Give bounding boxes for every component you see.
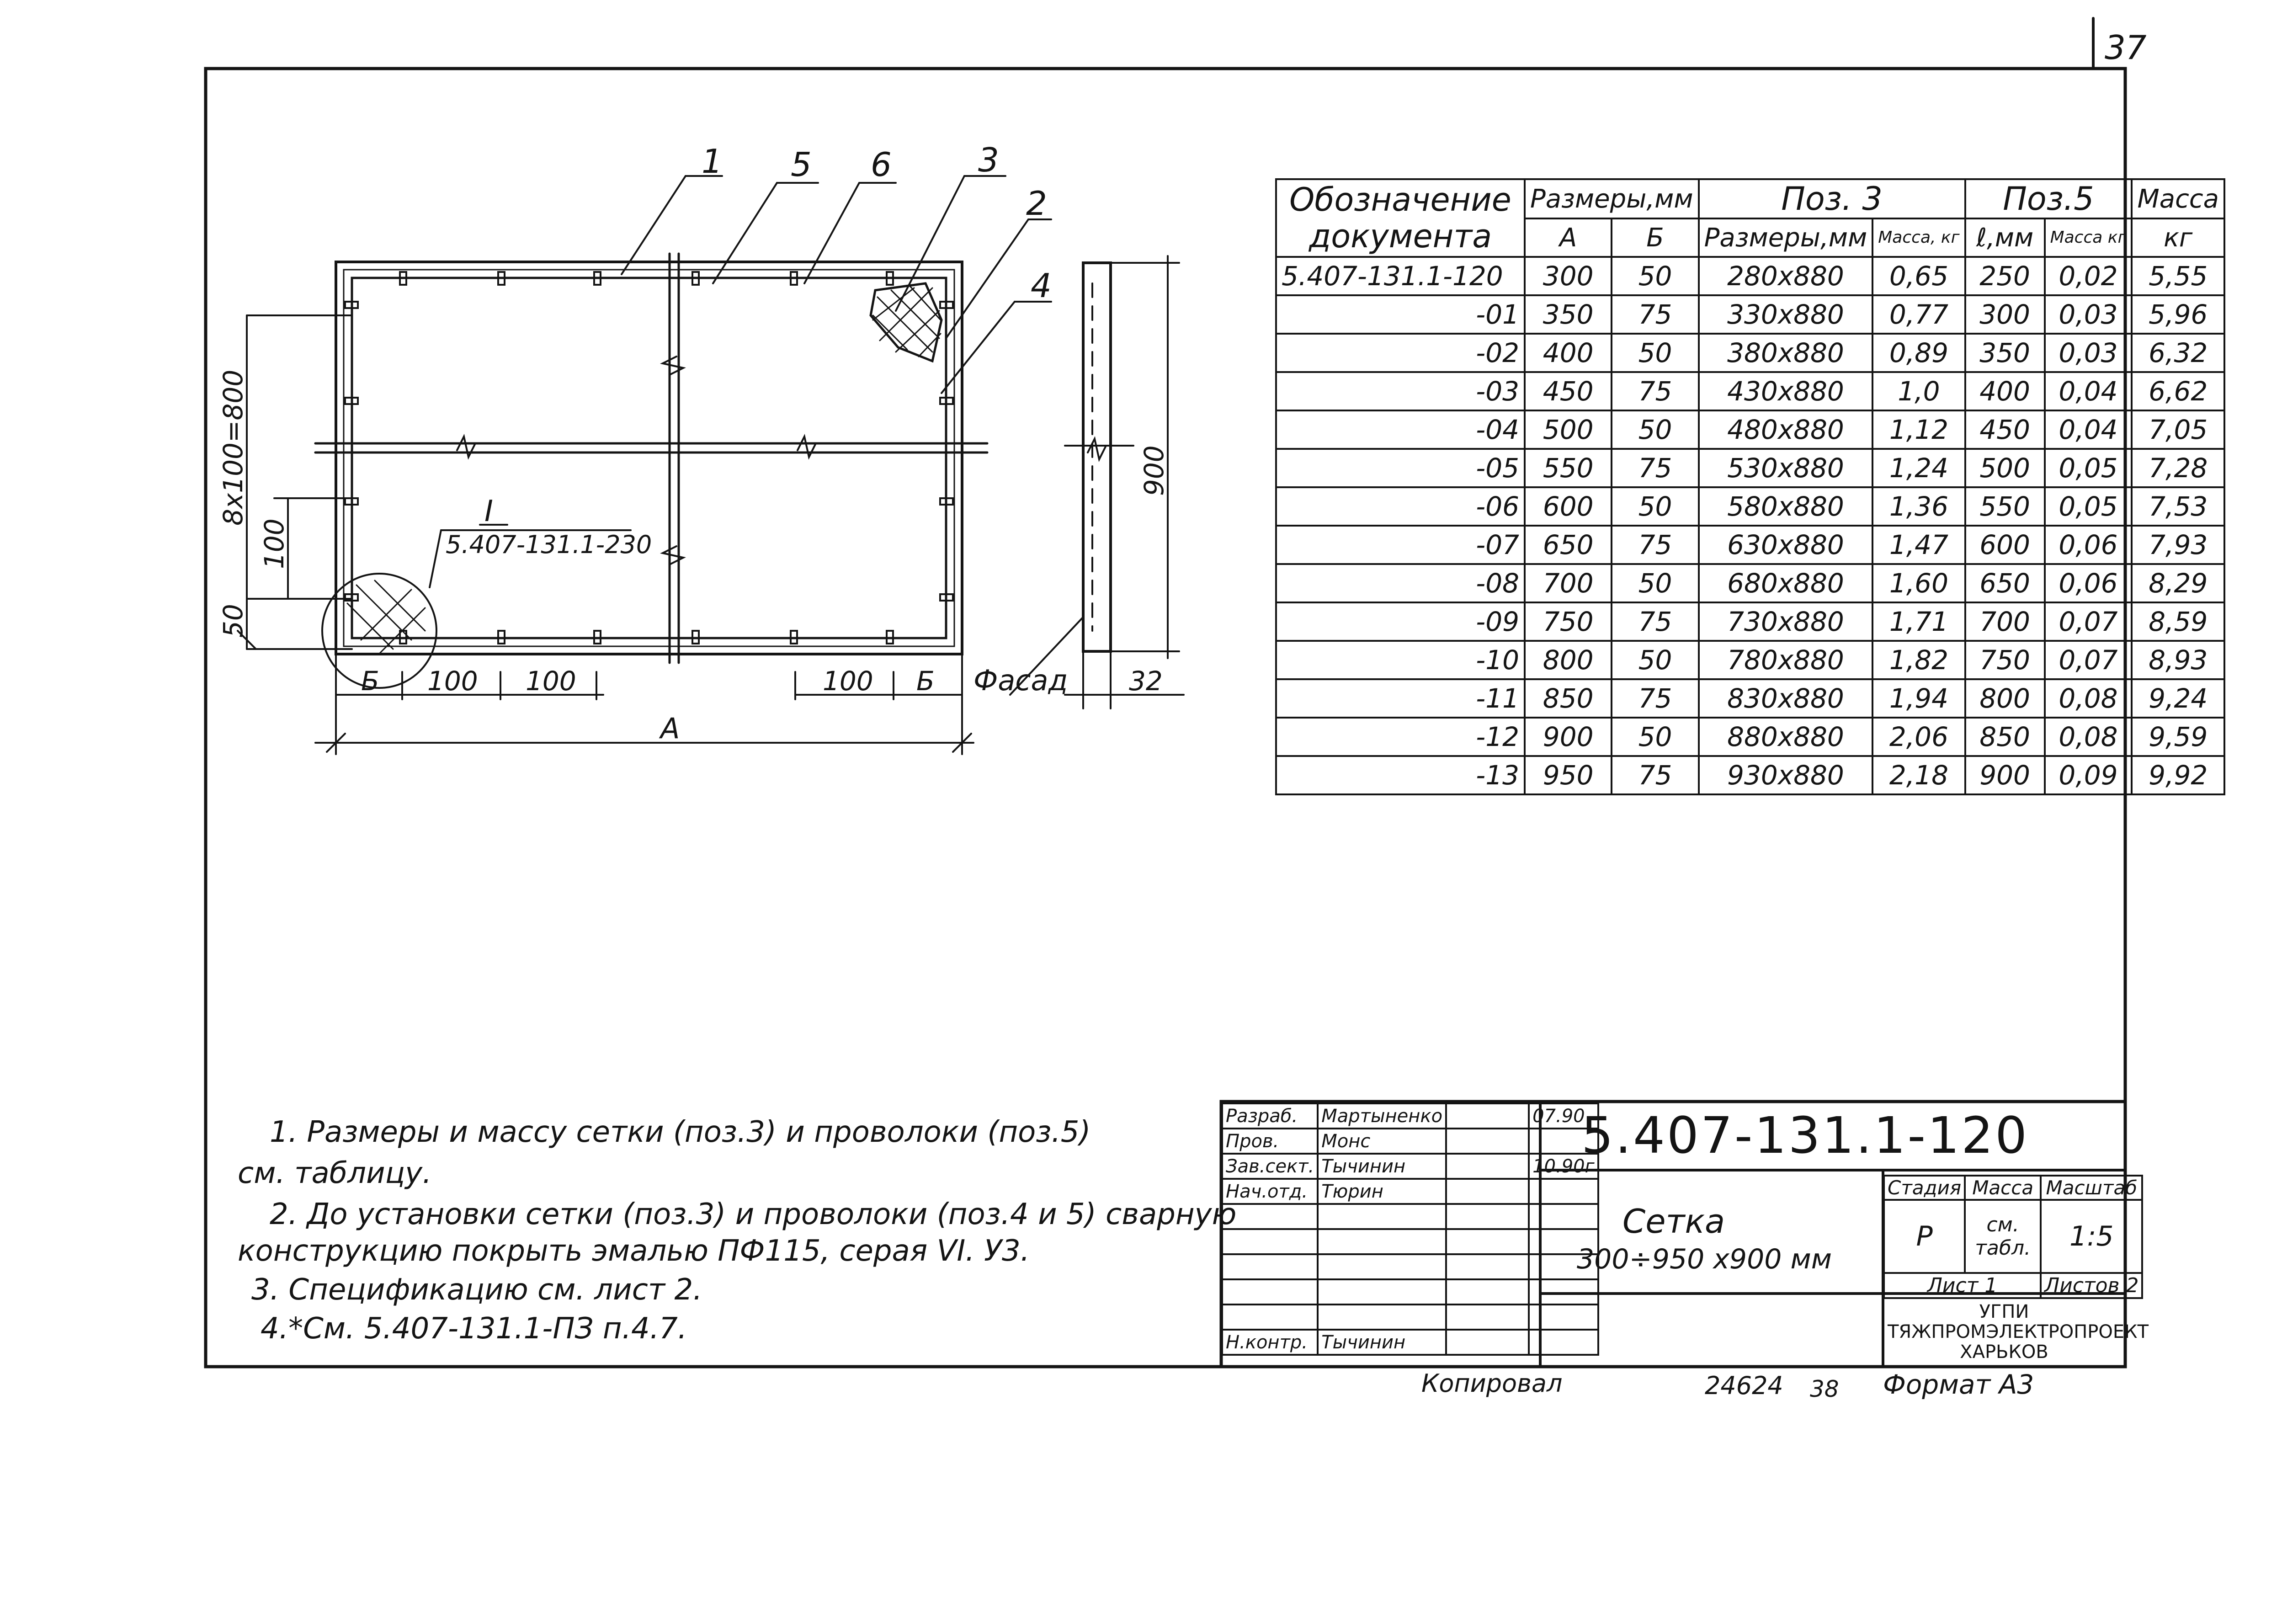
footer-format: Формат А3	[1883, 1369, 2034, 1400]
header-pos5-mass: Масса кг	[2045, 218, 2132, 257]
scale-value: 1:5	[2041, 1200, 2142, 1273]
cell-m5: 0,09	[2045, 756, 2132, 794]
cell-a: 650	[1525, 526, 1612, 564]
cell-code: -03	[1276, 372, 1525, 410]
cell-m5: 0,05	[2045, 449, 2132, 487]
cell-a: 950	[1525, 756, 1612, 794]
cell-code: -05	[1276, 449, 1525, 487]
cell-m3: 1,71	[1872, 602, 1965, 641]
cell-l: 600	[1965, 526, 2045, 564]
cell-l: 850	[1965, 718, 2045, 756]
signature-row	[1222, 1154, 1598, 1179]
leader-lines	[622, 176, 1051, 393]
signature-role	[1222, 1254, 1318, 1279]
cell-code: -08	[1276, 564, 1525, 602]
cell-m: 8,29	[2132, 564, 2224, 602]
detail-callout-circle	[322, 574, 436, 688]
table-row	[1276, 718, 2224, 756]
signature-name: Тычинин	[1318, 1330, 1446, 1355]
signature-sig	[1446, 1103, 1529, 1129]
cell-m: 9,92	[2132, 756, 2224, 794]
note-2-line2: конструкцию покрыть эмалью ПФ115, серая VI. У3.	[238, 1234, 1030, 1268]
cell-code: -12	[1276, 718, 1525, 756]
cell-l: 700	[1965, 602, 2045, 641]
cell-size: 430х880	[1699, 372, 1873, 410]
signature-date	[1529, 1330, 1598, 1355]
frame-mid-contour	[344, 270, 954, 646]
signature-row	[1222, 1305, 1598, 1330]
footer-copied-label: Копировал	[1421, 1369, 1563, 1398]
cell-m3: 1,47	[1872, 526, 1965, 564]
cell-b: 50	[1612, 564, 1698, 602]
header-sizes: Размеры,мм	[1525, 179, 1699, 218]
header-document-line1: Обозначение	[1289, 181, 1511, 218]
cell-m: 8,93	[2132, 641, 2224, 679]
cell-size: 880х880	[1699, 718, 1873, 756]
cell-m5: 0,02	[2045, 257, 2132, 295]
dim-a-label: А	[660, 712, 680, 745]
cell-m5: 0,06	[2045, 564, 2132, 602]
header-pos3-sizes: Размеры,мм	[1699, 218, 1873, 257]
table-row	[1276, 410, 2224, 449]
cell-b: 75	[1612, 602, 1698, 641]
cell-code: -09	[1276, 602, 1525, 641]
position-label-1: 1	[702, 142, 723, 181]
cell-b: 75	[1612, 679, 1698, 718]
cell-size: 330х880	[1699, 295, 1873, 334]
table-row	[1276, 641, 2224, 679]
footer-number2: 38	[1810, 1376, 1839, 1402]
cell-size: 530х880	[1699, 449, 1873, 487]
signature-name	[1318, 1204, 1446, 1229]
note-3: 3. Спецификацию см. лист 2.	[251, 1273, 702, 1307]
dim-vertical-total: 8х100=800	[218, 369, 249, 526]
cell-m3: 1,12	[1872, 410, 1965, 449]
header-pos5-len: ℓ,мм	[1965, 218, 2045, 257]
header-mass-unit: кг	[2132, 218, 2224, 257]
facade-label: Фасад	[973, 664, 1068, 697]
cell-m5: 0,03	[2045, 334, 2132, 372]
cell-m5: 0,08	[2045, 718, 2132, 756]
cell-b: 50	[1612, 257, 1698, 295]
organization	[1888, 1301, 2149, 1363]
item-name: Сетка	[1622, 1202, 1725, 1241]
signature-sig	[1446, 1254, 1529, 1279]
cell-a: 900	[1525, 718, 1612, 756]
cell-code: -06	[1276, 487, 1525, 526]
header-mass: Масса	[2132, 179, 2224, 218]
cell-a: 500	[1525, 410, 1612, 449]
signature-sig	[1446, 1305, 1529, 1330]
cell-l: 750	[1965, 641, 2045, 679]
cell-b: 75	[1612, 526, 1698, 564]
position-label-6: 6	[871, 145, 892, 184]
cell-b: 75	[1612, 756, 1698, 794]
cell-size: 730х880	[1699, 602, 1873, 641]
cell-code: -04	[1276, 410, 1525, 449]
cell-m: 9,24	[2132, 679, 2224, 718]
cell-size: 280х880	[1699, 257, 1873, 295]
position-label-4: 4	[1031, 266, 1052, 305]
cell-b: 50	[1612, 410, 1698, 449]
cell-code: -01	[1276, 295, 1525, 334]
signature-rows	[1222, 1103, 1598, 1355]
table-row	[1276, 526, 2224, 564]
stage-label: Стадия	[1884, 1176, 1965, 1200]
cell-m3: 2,06	[1872, 718, 1965, 756]
signature-date	[1529, 1279, 1598, 1305]
detail-ref-number: I	[484, 495, 493, 528]
cell-a: 850	[1525, 679, 1612, 718]
signature-row	[1222, 1330, 1598, 1355]
cell-l: 650	[1965, 564, 2045, 602]
detail-ref-doc: 5.407-131.1-230	[446, 530, 652, 559]
cell-l: 900	[1965, 756, 2045, 794]
cell-size: 930х880	[1699, 756, 1873, 794]
signature-date	[1529, 1204, 1598, 1229]
signature-sig	[1446, 1229, 1529, 1254]
cell-m3: 1,82	[1872, 641, 1965, 679]
signature-sig	[1446, 1129, 1529, 1154]
item-size: 300÷950 х900 мм	[1577, 1243, 1832, 1275]
cell-m: 7,05	[2132, 410, 2224, 449]
cell-m: 8,59	[2132, 602, 2224, 641]
signature-row	[1222, 1279, 1598, 1305]
signature-role: Зав.сект.	[1222, 1154, 1318, 1179]
cell-a: 550	[1525, 449, 1612, 487]
title-block-signatures	[1221, 1102, 1599, 1356]
table-row	[1276, 564, 2224, 602]
signature-sig	[1446, 1330, 1529, 1355]
dim-bottom-100-a: 100	[427, 666, 478, 697]
cell-b: 50	[1612, 718, 1698, 756]
signature-date: 07.90	[1529, 1103, 1598, 1129]
note-2-line1: 2. До установки сетки (поз.3) и проволоки (поз.4 и 5) сварную	[270, 1198, 1237, 1231]
position-label-3: 3	[978, 141, 999, 179]
signature-role	[1222, 1229, 1318, 1254]
note-4: 4.*См. 5.407-131.1-ПЗ п.4.7.	[261, 1312, 687, 1346]
cell-m5: 0,06	[2045, 526, 2132, 564]
spec-table-body	[1276, 257, 2224, 794]
stage-mass-scale-table	[1883, 1175, 2143, 1299]
signature-role: Пров.	[1222, 1129, 1318, 1154]
organization-line2: ТЯЖПРОМЭЛЕКТРОПРОЕКТ	[1888, 1321, 2149, 1342]
signature-role: Нач.отд.	[1222, 1179, 1318, 1204]
table-row	[1276, 257, 2224, 295]
cell-size: 830х880	[1699, 679, 1873, 718]
signature-role	[1222, 1204, 1318, 1229]
cell-m5: 0,03	[2045, 295, 2132, 334]
cell-m3: 0,89	[1872, 334, 1965, 372]
cell-m: 7,93	[2132, 526, 2224, 564]
cell-l: 300	[1965, 295, 2045, 334]
cell-code: -02	[1276, 334, 1525, 372]
signature-name: Мартыненко	[1318, 1103, 1446, 1129]
signature-name: Монс	[1318, 1129, 1446, 1154]
cell-size: 630х880	[1699, 526, 1873, 564]
signature-role: Разраб.	[1222, 1103, 1318, 1129]
cell-m3: 0,65	[1872, 257, 1965, 295]
cell-size: 780х880	[1699, 641, 1873, 679]
cell-code: -07	[1276, 526, 1525, 564]
organization-line3: ХАРЬКОВ	[1960, 1342, 2048, 1363]
cell-code: -10	[1276, 641, 1525, 679]
header-pos3-mass: Масса, кг	[1872, 218, 1965, 257]
document-code: 5.407-131.1-120	[1581, 1106, 2029, 1165]
cell-m5: 0,07	[2045, 602, 2132, 641]
note-1-line2: см. таблицу.	[238, 1156, 432, 1190]
signature-role	[1222, 1279, 1318, 1305]
signature-date	[1529, 1179, 1598, 1204]
table-row	[1276, 602, 2224, 641]
signature-role: Н.контр.	[1222, 1330, 1318, 1355]
cell-m3: 1,0	[1872, 372, 1965, 410]
header-pos3: Поз. 3	[1699, 179, 1965, 218]
cell-size: 380х880	[1699, 334, 1873, 372]
cell-m5: 0,04	[2045, 410, 2132, 449]
header-col-a: А	[1525, 218, 1612, 257]
signature-row	[1222, 1204, 1598, 1229]
cell-m5: 0,05	[2045, 487, 2132, 526]
cell-a: 350	[1525, 295, 1612, 334]
cell-a: 400	[1525, 334, 1612, 372]
dimension-lines-bottom	[315, 654, 973, 754]
signature-name	[1318, 1279, 1446, 1305]
cell-m3: 1,24	[1872, 449, 1965, 487]
dim-vertical-edge: 50	[218, 604, 249, 638]
cell-l: 350	[1965, 334, 2045, 372]
cell-m: 9,59	[2132, 718, 2224, 756]
table-row	[1276, 487, 2224, 526]
signature-date	[1529, 1305, 1598, 1330]
header-document-line2: документа	[1309, 218, 1492, 255]
signature-date: 10.90г	[1529, 1154, 1598, 1179]
note-1-line1: 1. Размеры и массу сетки (поз.3) и проволоки (поз.5)	[270, 1115, 1091, 1149]
cell-l: 400	[1965, 372, 2045, 410]
signature-sig	[1446, 1154, 1529, 1179]
side-thickness-label: 32	[1129, 666, 1163, 697]
side-height-label: 900	[1138, 445, 1170, 496]
cell-b: 75	[1612, 295, 1698, 334]
table-row	[1276, 372, 2224, 410]
page-number: 37	[2105, 28, 2147, 67]
cell-m: 5,55	[2132, 257, 2224, 295]
table-row	[1276, 334, 2224, 372]
cell-size: 480х880	[1699, 410, 1873, 449]
table-row	[1276, 295, 2224, 334]
mass-label: Масса	[1965, 1176, 2041, 1200]
dim-bottom-b-left: Б	[361, 666, 379, 697]
sheet-number: Лист 1	[1884, 1273, 2041, 1298]
sheets-total: Листов 2	[2041, 1273, 2142, 1298]
cell-m3: 2,18	[1872, 756, 1965, 794]
cell-a: 800	[1525, 641, 1612, 679]
stage-value: Р	[1884, 1200, 1965, 1273]
cell-a: 600	[1525, 487, 1612, 526]
side-view-profile	[1083, 263, 1111, 651]
cell-m5: 0,04	[2045, 372, 2132, 410]
position-label-2: 2	[1026, 184, 1047, 223]
signature-row	[1222, 1254, 1598, 1279]
signature-name: Тюрин	[1318, 1179, 1446, 1204]
mass-value-line2: табл.	[1975, 1236, 2031, 1260]
dim-vertical-step: 100	[259, 518, 290, 569]
signature-row	[1222, 1229, 1598, 1254]
cell-l: 450	[1965, 410, 2045, 449]
cell-b: 50	[1612, 487, 1698, 526]
signature-row	[1222, 1103, 1598, 1129]
dim-bottom-100-c: 100	[823, 666, 873, 697]
signature-row	[1222, 1129, 1598, 1154]
frame-inner-contour	[352, 278, 946, 638]
signature-row	[1222, 1179, 1598, 1204]
signature-sig	[1446, 1204, 1529, 1229]
table-row	[1276, 756, 2224, 794]
header-col-b: Б	[1612, 218, 1698, 257]
header-pos5: Поз.5	[1965, 179, 2132, 218]
position-label-5: 5	[791, 145, 812, 184]
cell-m3: 0,77	[1872, 295, 1965, 334]
cell-m5: 0,07	[2045, 641, 2132, 679]
signature-name	[1318, 1254, 1446, 1279]
scale-label: Масштаб	[2041, 1176, 2142, 1200]
signature-role	[1222, 1305, 1318, 1330]
cell-code: -13	[1276, 756, 1525, 794]
cell-b: 75	[1612, 449, 1698, 487]
mass-value	[1965, 1200, 2041, 1273]
signature-sig	[1446, 1179, 1529, 1204]
cell-m3: 1,36	[1872, 487, 1965, 526]
cell-size: 580х880	[1699, 487, 1873, 526]
footer-number: 24624	[1705, 1371, 1783, 1400]
cell-code: 5.407-131.1-120	[1276, 257, 1525, 295]
cell-a: 750	[1525, 602, 1612, 641]
cell-b: 50	[1612, 334, 1698, 372]
organization-line1: УГПИ	[1979, 1301, 2029, 1322]
cell-l: 550	[1965, 487, 2045, 526]
cell-size: 680х880	[1699, 564, 1873, 602]
cell-b: 75	[1612, 372, 1698, 410]
dim-bottom-100-b: 100	[526, 666, 576, 697]
cell-m: 6,32	[2132, 334, 2224, 372]
cell-m3: 1,94	[1872, 679, 1965, 718]
cell-m: 5,96	[2132, 295, 2224, 334]
signature-name	[1318, 1229, 1446, 1254]
header-document	[1276, 179, 1525, 257]
table-row	[1276, 449, 2224, 487]
cell-l: 500	[1965, 449, 2045, 487]
frame-outer-contour	[336, 262, 962, 654]
cell-a: 450	[1525, 372, 1612, 410]
dim-bottom-b-right: Б	[916, 666, 935, 697]
cell-a: 300	[1525, 257, 1612, 295]
cell-b: 50	[1612, 641, 1698, 679]
cell-code: -11	[1276, 679, 1525, 718]
cell-m5: 0,08	[2045, 679, 2132, 718]
cell-l: 800	[1965, 679, 2045, 718]
signature-sig	[1446, 1279, 1529, 1305]
cell-m3: 1,60	[1872, 564, 1965, 602]
table-row	[1276, 679, 2224, 718]
cell-m: 7,53	[2132, 487, 2224, 526]
signature-name	[1318, 1305, 1446, 1330]
cell-a: 700	[1525, 564, 1612, 602]
signature-name: Тычинин	[1318, 1154, 1446, 1179]
cell-m: 7,28	[2132, 449, 2224, 487]
mass-value-line1: см.	[1986, 1213, 2019, 1236]
specification-table	[1275, 178, 2225, 795]
cell-l: 250	[1965, 257, 2045, 295]
cell-m: 6,62	[2132, 372, 2224, 410]
